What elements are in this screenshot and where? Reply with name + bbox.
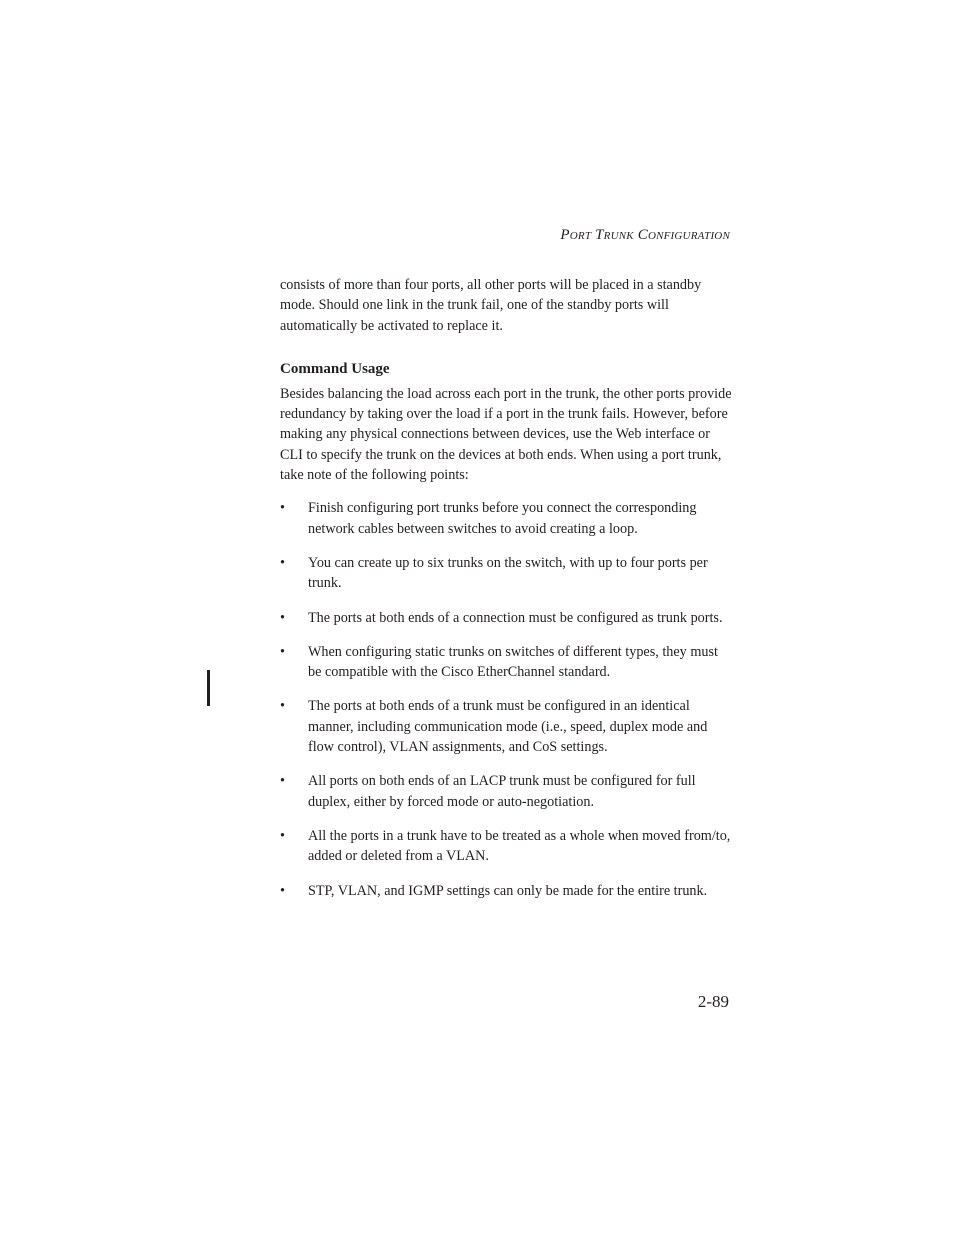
list-item: [280, 553, 732, 594]
list-item-text: When configuring static trunks on switches of different types, they must be compatible with the Cisco EtherChannel standard.: [308, 643, 718, 681]
list-item: [280, 881, 732, 901]
bullet-icon: •: [280, 500, 285, 517]
command-usage-paragraph: Besides balancing the load across each port in the trunk, the other ports provide redundancy by taking over the load if a port in the trunk fails. However, before making any physical connections between devices, use the Web interface or CLI to specify the trunk on the devices at both ends. When using a port trunk, take note of the following points:: [280, 385, 732, 484]
running-header: Port Trunk Configuration: [560, 227, 730, 243]
bullet-list: [280, 498, 732, 900]
bullet-icon: •: [280, 643, 285, 660]
bullet-icon: •: [280, 882, 285, 899]
list-item: [280, 771, 732, 812]
bullet-icon: •: [280, 827, 285, 844]
list-item-text: The ports at both ends of a trunk must be configured in an identical manner, including communication mode (i.e., speed, duplex mode and flow control), VLAN assignments, and CoS settings.: [308, 698, 708, 756]
page-number: 2-89: [697, 992, 729, 1011]
list-item: [280, 696, 732, 757]
bullet-icon: •: [280, 609, 285, 626]
list-item-text: Finish configuring port trunks before you connect the corresponding network cables between switches to avoid creating a loop.: [308, 500, 697, 537]
list-item: [280, 608, 732, 628]
list-item-text: STP, VLAN, and IGMP settings can only be made for the entire trunk.: [308, 882, 708, 899]
list-item: [280, 826, 732, 867]
bullet-icon: •: [280, 773, 285, 790]
intro-paragraph: consists of more than four ports, all other ports will be placed in a standby mode. Should one link in the trunk fail, one of the standby ports will automatically be activated to replace it.: [280, 277, 702, 334]
page-body: [280, 275, 732, 915]
list-item-text: All the ports in a trunk have to be treated as a whole when moved from/to, added or deleted from a VLAN.: [308, 827, 731, 865]
bullet-icon: •: [280, 554, 285, 571]
change-bar: [207, 670, 210, 706]
list-item-text: The ports at both ends of a connection must be configured as trunk ports.: [308, 609, 723, 626]
list-item-text: All ports on both ends of an LACP trunk must be configured for full duplex, either by forced mode or auto-negotiation.: [308, 773, 696, 810]
list-item-text: You can create up to six trunks on the switch, with up to four ports per trunk.: [308, 554, 708, 592]
section-heading: Command Usage: [280, 360, 390, 377]
bullet-icon: •: [280, 698, 285, 715]
list-item: [280, 498, 732, 539]
list-item: [280, 642, 732, 683]
